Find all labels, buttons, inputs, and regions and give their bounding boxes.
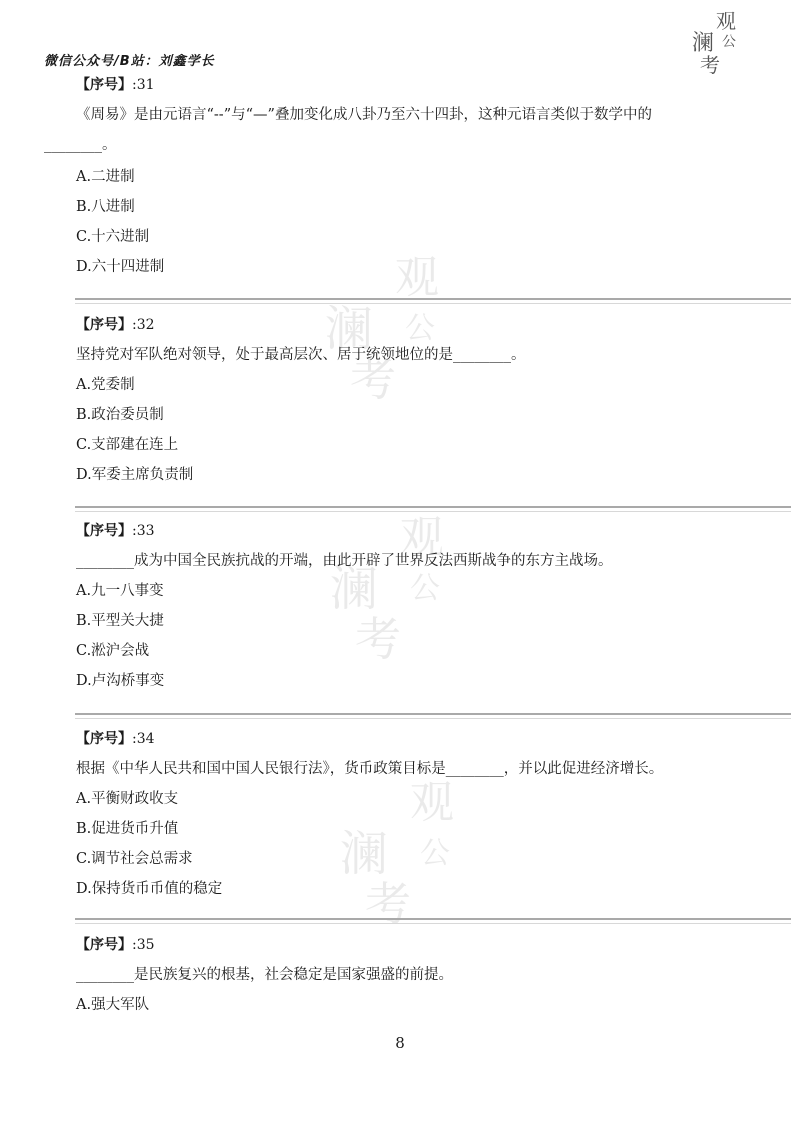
svg-text:澜: 澜 — [692, 31, 715, 56]
divider — [75, 713, 791, 719]
question-number-label: 【序号】 — [76, 317, 132, 333]
question-number-value: :32 — [132, 317, 155, 333]
question-number-label: 【序号】 — [76, 77, 132, 93]
option-d: D.军委主席负责制 — [76, 467, 194, 483]
svg-text:公: 公 — [420, 836, 450, 871]
question-33 — [44, 520, 764, 700]
svg-text:观: 观 — [400, 512, 444, 563]
question-stem: 根据《中华人民共和国中国人民银行法》，货币政策目标是________，并以此促进经济增长。 — [76, 761, 664, 777]
question-stem: ________是民族复兴的根基，社会稳定是国家强盛的前提。 — [76, 967, 453, 983]
option-a: A.九一八事变 — [76, 583, 164, 599]
question-stem: 《周易》是由元语言“--”与“—”叠加变化成八卦乃至六十四卦，这种元语言类似于数学中的 — [76, 107, 652, 123]
option-b: B.促进货币升值 — [76, 821, 179, 837]
svg-text:考: 考 — [350, 352, 396, 400]
question-number-value: :33 — [132, 523, 155, 539]
page-number: 8 — [395, 1034, 405, 1052]
question-35 — [44, 934, 764, 1024]
svg-text:观: 观 — [395, 252, 439, 303]
svg-text:公: 公 — [722, 34, 736, 50]
option-a: A.二进制 — [76, 169, 135, 185]
svg-text:公: 公 — [410, 571, 440, 606]
svg-text:公: 公 — [405, 311, 435, 346]
question-number-value: :31 — [132, 77, 155, 93]
option-c: C.淞沪会战 — [76, 643, 150, 659]
option-d: D.保持货币币值的稳定 — [76, 881, 223, 897]
svg-text:考: 考 — [355, 612, 401, 660]
question-number — [76, 520, 155, 542]
option-b: B.八进制 — [76, 199, 135, 215]
svg-text:考: 考 — [700, 53, 720, 77]
question-number-label: 【序号】 — [76, 937, 132, 953]
question-32 — [44, 314, 764, 494]
option-b: B.平型关大捷 — [76, 613, 164, 629]
svg-text:澜: 澜 — [340, 826, 389, 882]
option-d: D.卢沟桥事变 — [76, 673, 165, 689]
option-a: A.强大军队 — [76, 997, 150, 1013]
svg-text:观: 观 — [716, 9, 736, 33]
header-text: 微信公众号/B站：刘鑫学长 — [44, 54, 215, 69]
question-number-value: :35 — [132, 937, 155, 953]
question-number-label: 【序号】 — [76, 731, 132, 747]
option-c: C.支部建在连上 — [76, 437, 179, 453]
divider — [75, 918, 791, 924]
question-31 — [44, 74, 764, 290]
svg-text:考: 考 — [365, 877, 411, 925]
option-c: C.调节社会总需求 — [76, 851, 193, 867]
question-stem: 坚持党对军队绝对领导，处于最高层次、居于统领地位的是________。 — [76, 347, 526, 363]
option-b: B.政治委员制 — [76, 407, 164, 423]
option-d: D.六十四进制 — [76, 259, 165, 275]
divider — [75, 506, 791, 512]
question-number — [76, 728, 155, 750]
option-a: A.党委制 — [76, 377, 135, 393]
logo — [686, 6, 750, 78]
svg-text:观: 观 — [410, 777, 454, 828]
divider — [75, 298, 791, 304]
question-number-value: :34 — [132, 731, 155, 747]
question-stem-continuation: ________。 — [44, 137, 117, 153]
question-number — [76, 74, 155, 96]
question-number — [76, 934, 155, 956]
svg-text:澜: 澜 — [330, 561, 379, 617]
question-number-label: 【序号】 — [76, 523, 132, 539]
question-34 — [44, 728, 764, 908]
option-c: C.十六进制 — [76, 229, 150, 245]
svg-text:澜: 澜 — [325, 301, 374, 357]
question-number — [76, 314, 155, 336]
question-stem: ________成为中国全民族抗战的开端，由此开辟了世界反法西斯战争的东方主战场。 — [76, 553, 613, 569]
option-a: A.平衡财政收支 — [76, 791, 179, 807]
